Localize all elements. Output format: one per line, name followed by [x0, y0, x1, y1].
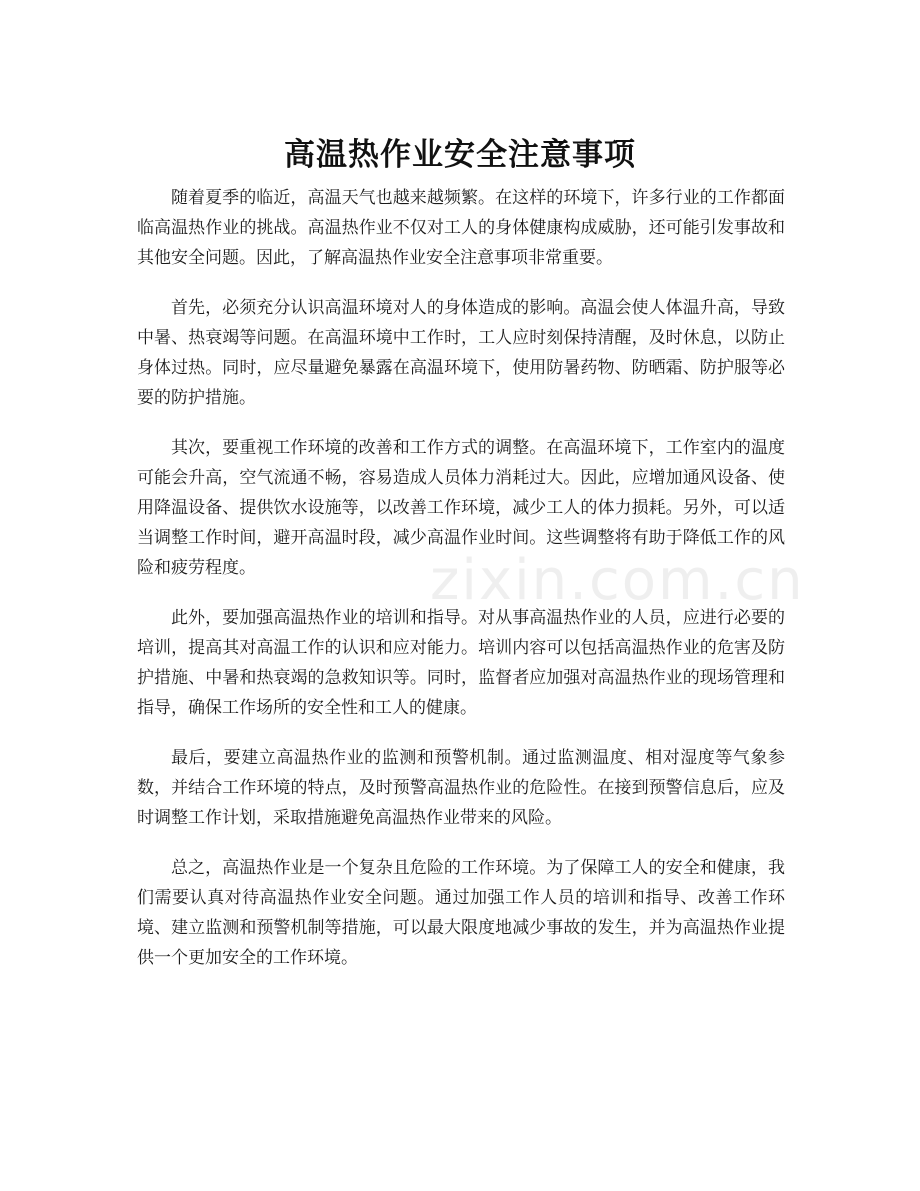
paragraph-second: 其次，要重视工作环境的改善和工作方式的调整。在高温环境下，工作室内的温度可能会升高，空气流通不畅，容易造成人员体力消耗过大。因此，应增加通风设备、使用降温设备、提供饮水设施等，以改善工作环境，减少工人的体力损耗。另外，可以适当调整工作时间，避开高温时段，减少高温作业时间。这些调整将有助于降低工作的风险和疲劳程度。 — [137, 438, 785, 578]
paragraph-last: 最后，要建立高温热作业的监测和预警机制。通过监测温度、相对湿度等气象参数，并结合工作环境的特点，及时预警高温热作业的危险性。在接到预警信息后，应及时调整工作计划，采取措施避免高温热作业带来的风险。 — [137, 748, 785, 828]
paragraph-additional: 此外，要加强高温热作业的培训和指导。对从事高温热作业的人员，应进行必要的培训，提高其对高温工作的认识和应对能力。培训内容可以包括高温热作业的危害及防护措施、中暑和热衰竭的急救知识等。同时，监督者应加强对高温热作业的现场管理和指导，确保工作场所的安全性和工人的健康。 — [137, 608, 785, 718]
paragraph-intro: 随着夏季的临近，高温天气也越来越频繁。在这样的环境下，许多行业的工作都面临高温热作业的挑战。高温热作业不仅对工人的身体健康构成威胁，还可能引发事故和其他安全问题。因此，了解高温热作业安全注意事项非常重要。 — [137, 188, 785, 268]
paragraph-first: 首先，必须充分认识高温环境对人的身体造成的影响。高温会使人体温升高，导致中暑、热衰竭等问题。在高温环境中工作时，工人应时刻保持清醒，及时休息，以防止身体过热。同时，应尽量避免暴露在高温环境下，使用防暑药物、防晒霜、防护服等必要的防护措施。 — [137, 298, 785, 408]
document-title: 高温热作业安全注意事项 — [284, 136, 636, 173]
document-body — [137, 183, 785, 993]
watermark-text: zixin.com.cn — [430, 548, 805, 613]
paragraph-conclusion: 总之，高温热作业是一个复杂且危险的工作环境。为了保障工人的安全和健康，我们需要认真对待高温热作业安全问题。通过加强工作人员的培训和指导、改善工作环境、建立监测和预警机制等措施，可以最大限度地减少事故的发生，并为高温热作业提供一个更加安全的工作环境。 — [137, 858, 785, 968]
